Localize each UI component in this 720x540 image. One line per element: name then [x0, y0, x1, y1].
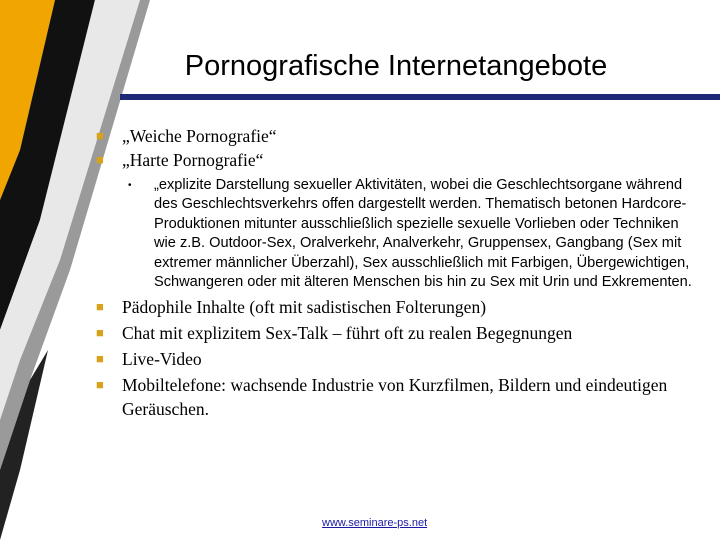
square-bullet-icon: ■: [96, 351, 104, 367]
sub-bullet-item: [96, 176, 694, 292]
bullet-text: Pädophile Inhalte (oft mit sadistischen Folterungen): [122, 297, 487, 318]
square-bullet-icon: ■: [96, 299, 104, 315]
round-bullet-icon: •: [128, 180, 132, 191]
footer-link[interactable]: www.seminare-ps.net: [322, 517, 428, 529]
bullet-list: [96, 124, 692, 421]
bullet-item-weiche: [96, 124, 686, 148]
square-bullet-icon: ■: [96, 377, 104, 393]
square-bullet-icon: ■: [96, 325, 104, 341]
bullet-item-harte: [96, 148, 686, 172]
bullet-text: „Harte Pornografie“: [122, 150, 264, 170]
bullet-text: Chat mit explizitem Sex-Talk – führt oft zu realen Begegnungen: [122, 323, 573, 344]
square-bullet-icon: ■: [96, 128, 104, 143]
square-bullet-icon: ■: [96, 152, 104, 167]
bullet-item-live-video: [96, 347, 686, 371]
bullet-text: „Weiche Pornografie“: [122, 126, 277, 146]
bullet-item-mobiltelefone: [96, 373, 686, 421]
slide-title: Pornografische Internetangebote: [184, 50, 608, 82]
sub-bullet-text: „explizite Darstellung sexueller Aktivitäten, wobei die Geschlechtsorgane während des Geschlechtsverkehrs offen dargestellt werden. Thematisch betonen Hardcore-Produktionen mitunter ausschließlich spezielle sexuelle Vorlieben oder Techniken wie z.B. Outdoor-Sex, Oralverkehr, Analverkehr, Gruppensex, Gangbang (Sex mit extremer männlicher Überzahl), Sex ausschließlich mit Farbigen, Übergewichtigen, Schwangeren oder mit älteren Menschen bis hin zu Sex mit Urin und Exkrementen.: [154, 177, 692, 291]
bullet-text: Live-Video: [122, 349, 202, 370]
title-bar: [120, 94, 720, 100]
bullet-item-chat: [96, 321, 686, 345]
bullet-text: Mobiltelefone: wachsende Industrie von Kurzfilmen, Bildern und eindeutigen Geräuschen.: [122, 375, 668, 420]
bullet-item-paedophile: [96, 295, 686, 319]
